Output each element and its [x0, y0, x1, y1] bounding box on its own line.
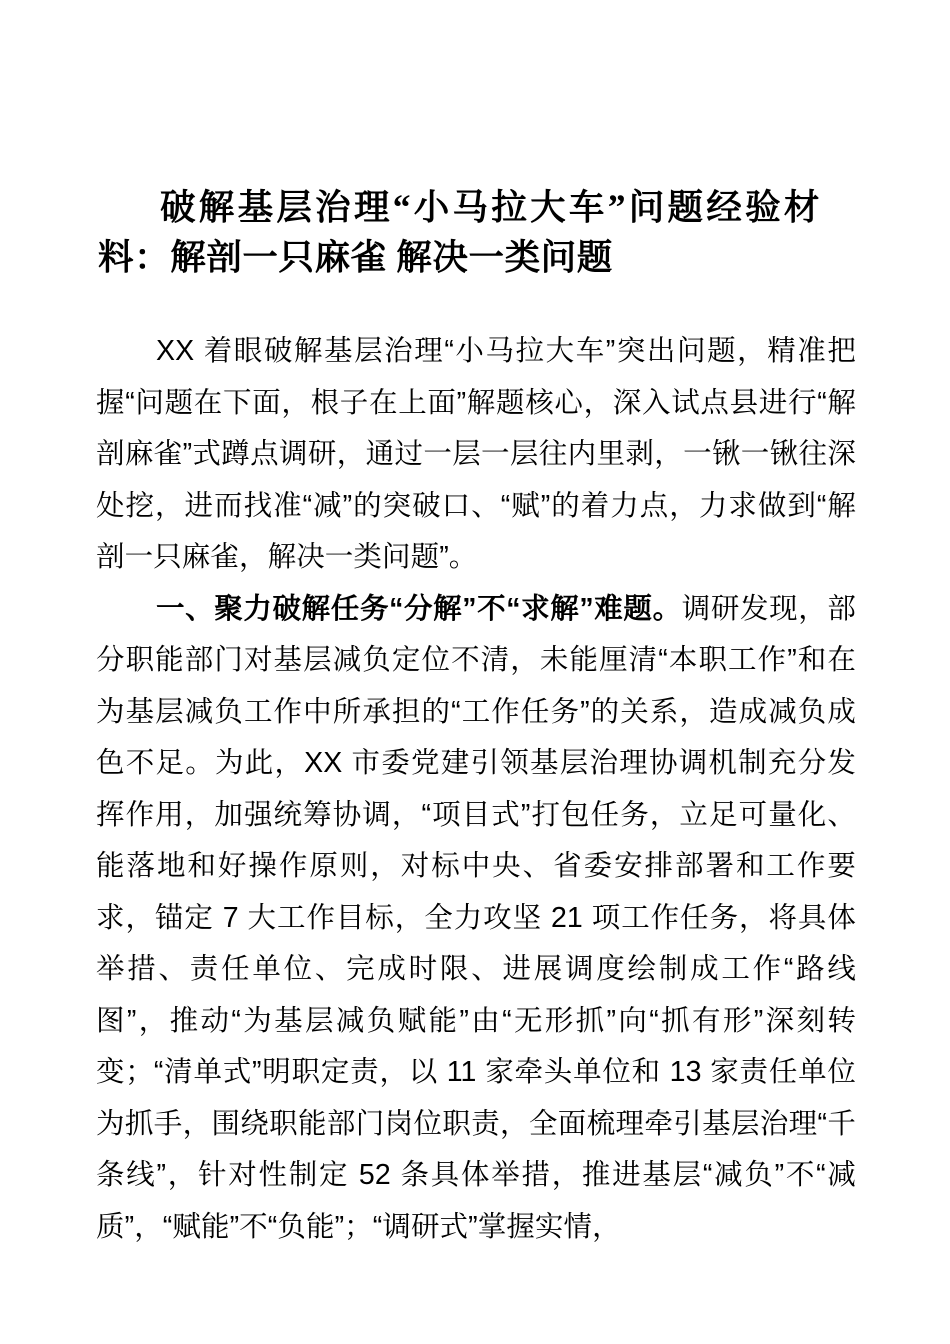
paragraph-intro	[96, 326, 856, 584]
section-one-text: 调研发现，部分职能部门对基层减负定位不清，未能厘清“本职工作”和在为基层减负工作中所承担的“工作任务”的关系，造成减负成色不足。为此，XX 市委党建引领基层治理协调机制充分发挥作用，加强统筹协调，“项目式”打包任务，立足可量化、能落地和好操作原则，对标中央、省委安排部署和工作要求，锚定 7 大工作目标，全力攻坚 21 项工作任务，将具体举措、责任单位、完成时限、进展调度绘制成工作“路线图”，推动“为基层减负赋能”由“无形抓”向“抓有形”深刻转变；“清单式”明职定责，以 11 家牵头单位和 13 家责任单位为抓手，围绕职能部门岗位职责，全面梳理牵引基层治理“千条线”，针对性制定 52 条具体举措，推进基层“减负”不“减质”，“赋能”不“负能”；“调研式”掌握实情，	[96, 592, 856, 1243]
paragraph-section-one	[96, 584, 856, 1254]
title-body-spacer	[96, 282, 856, 326]
section-one-heading: 一、聚力破解任务“分解”不“求解”难题。	[156, 592, 682, 625]
document-body	[96, 182, 856, 1253]
document-title: 破解基层治理“小马拉大车”问题经验材料：解剖一只麻雀 解决一类问题	[98, 187, 820, 277]
paragraph-intro-text: XX 着眼破解基层治理“小马拉大车”突出问题，精准把握“问题在下面，根子在上面”解题核心，深入试点县进行“解剖麻雀”式蹲点调研，通过一层一层往内里剥，一锹一锹往深处挖，进而找准“减”的突破口、“赋”的着力点，力求做到“解剖一只麻雀，解决一类问题”。	[96, 335, 856, 573]
